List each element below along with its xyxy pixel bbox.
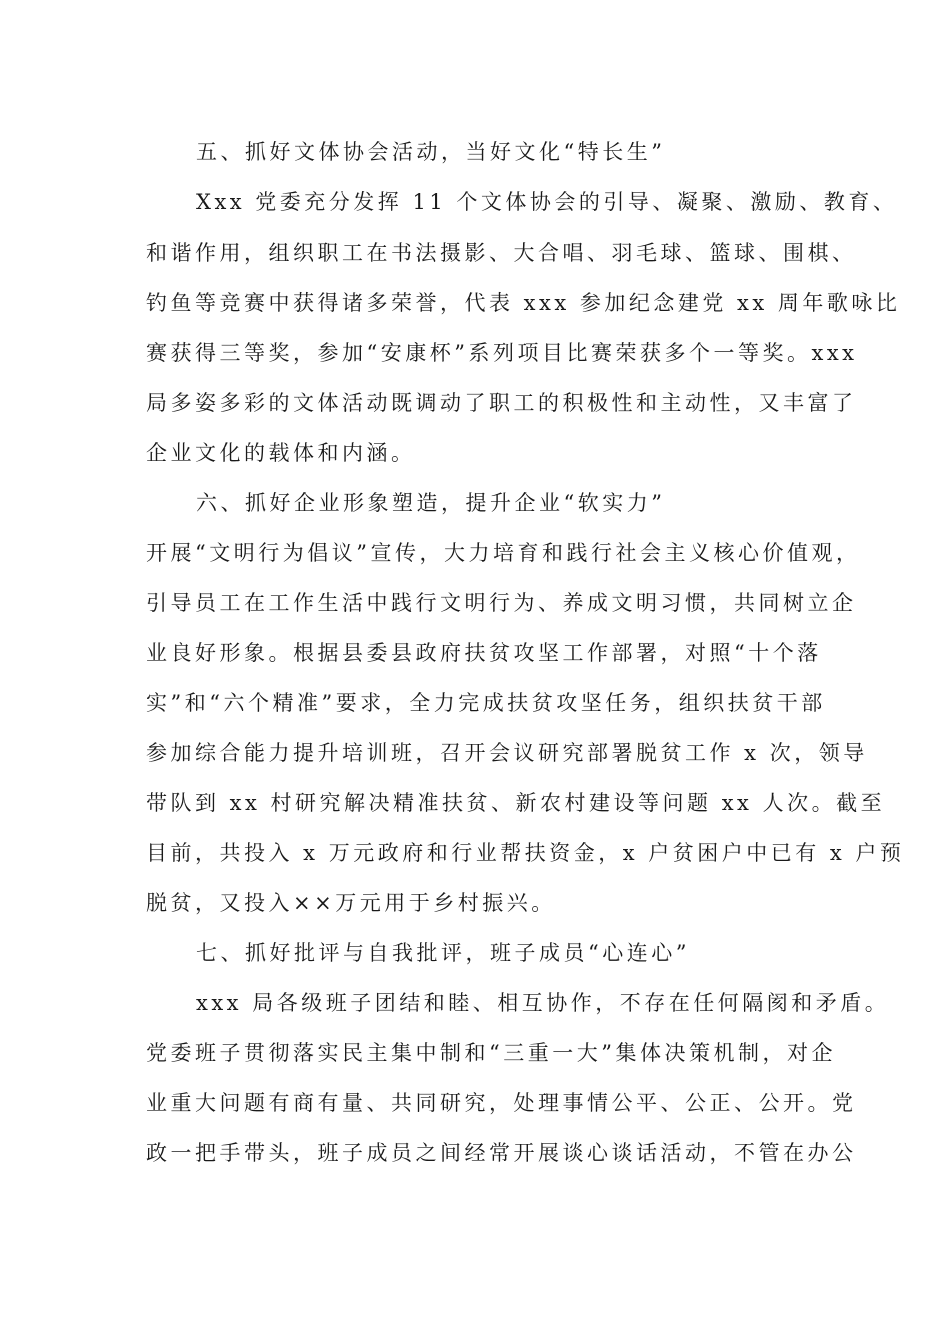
paragraph-line: 政一把手带头，班子成员之间经常开展谈心谈话活动，不管在办公	[146, 1141, 857, 1165]
paragraph-line: 带队到 xx 村研究解决精准扶贫、新农村建设等问题 xx 人次。截至	[146, 791, 886, 815]
paragraph-line: 业良好形象。根据县委县政府扶贫攻坚工作部署，对照“十个落	[146, 641, 822, 665]
paragraph-line: 赛获得三等奖，参加“安康杯”系列项目比赛荣获多个一等奖。xxx	[146, 341, 858, 365]
paragraph-line: 开展“文明行为倡议”宣传，大力培育和践行社会主义核心价值观，	[146, 541, 861, 565]
section-heading-6: 六、抓好企业形象塑造，提升企业“软实力”	[196, 491, 666, 515]
paragraph-line: Xxx 党委充分发挥 11 个文体协会的引导、凝聚、激励、教育、	[196, 190, 898, 214]
paragraph-line: 党委班子贯彻落实民主集中制和“三重一大”集体决策机制，对企	[146, 1041, 836, 1065]
paragraph-line: 钓鱼等竞赛中获得诸多荣誉，代表 xxx 参加纪念建党 xx 周年歌咏比	[146, 291, 901, 315]
paragraph-line: 脱贫，又投入××万元用于乡村振兴。	[146, 891, 556, 915]
paragraph-line: 和谐作用，组织职工在书法摄影、大合唱、羽毛球、篮球、围棋、	[146, 241, 857, 265]
paragraph-line: 引导员工在工作生活中践行文明行为、养成文明习惯，共同树立企	[146, 591, 857, 615]
paragraph-line: 企业文化的载体和内涵。	[146, 441, 416, 465]
paragraph-line: 目前，共投入 x 万元政府和行业帮扶资金，x 户贫困户中已有 x 户预	[146, 841, 905, 865]
section-heading-7: 七、抓好批评与自我批评，班子成员“心连心”	[196, 941, 690, 965]
paragraph-line: 业重大问题有商有量、共同研究，处理事情公平、公正、公开。党	[146, 1091, 857, 1115]
paragraph-line: 局多姿多彩的文体活动既调动了职工的积极性和主动性，又丰富了	[146, 391, 857, 415]
paragraph-line: 实”和“六个精准”要求，全力完成扶贫攻坚任务，组织扶贫干部	[146, 691, 826, 715]
section-heading-5: 五、抓好文体协会活动，当好文化“特长生”	[196, 140, 666, 164]
paragraph-line: 参加综合能力提升培训班，召开会议研究部署脱贫工作 x 次，领导	[146, 741, 868, 765]
paragraph-line: xxx 局各级班子团结和睦、相互协作，不存在任何隔阂和矛盾。	[196, 991, 890, 1015]
